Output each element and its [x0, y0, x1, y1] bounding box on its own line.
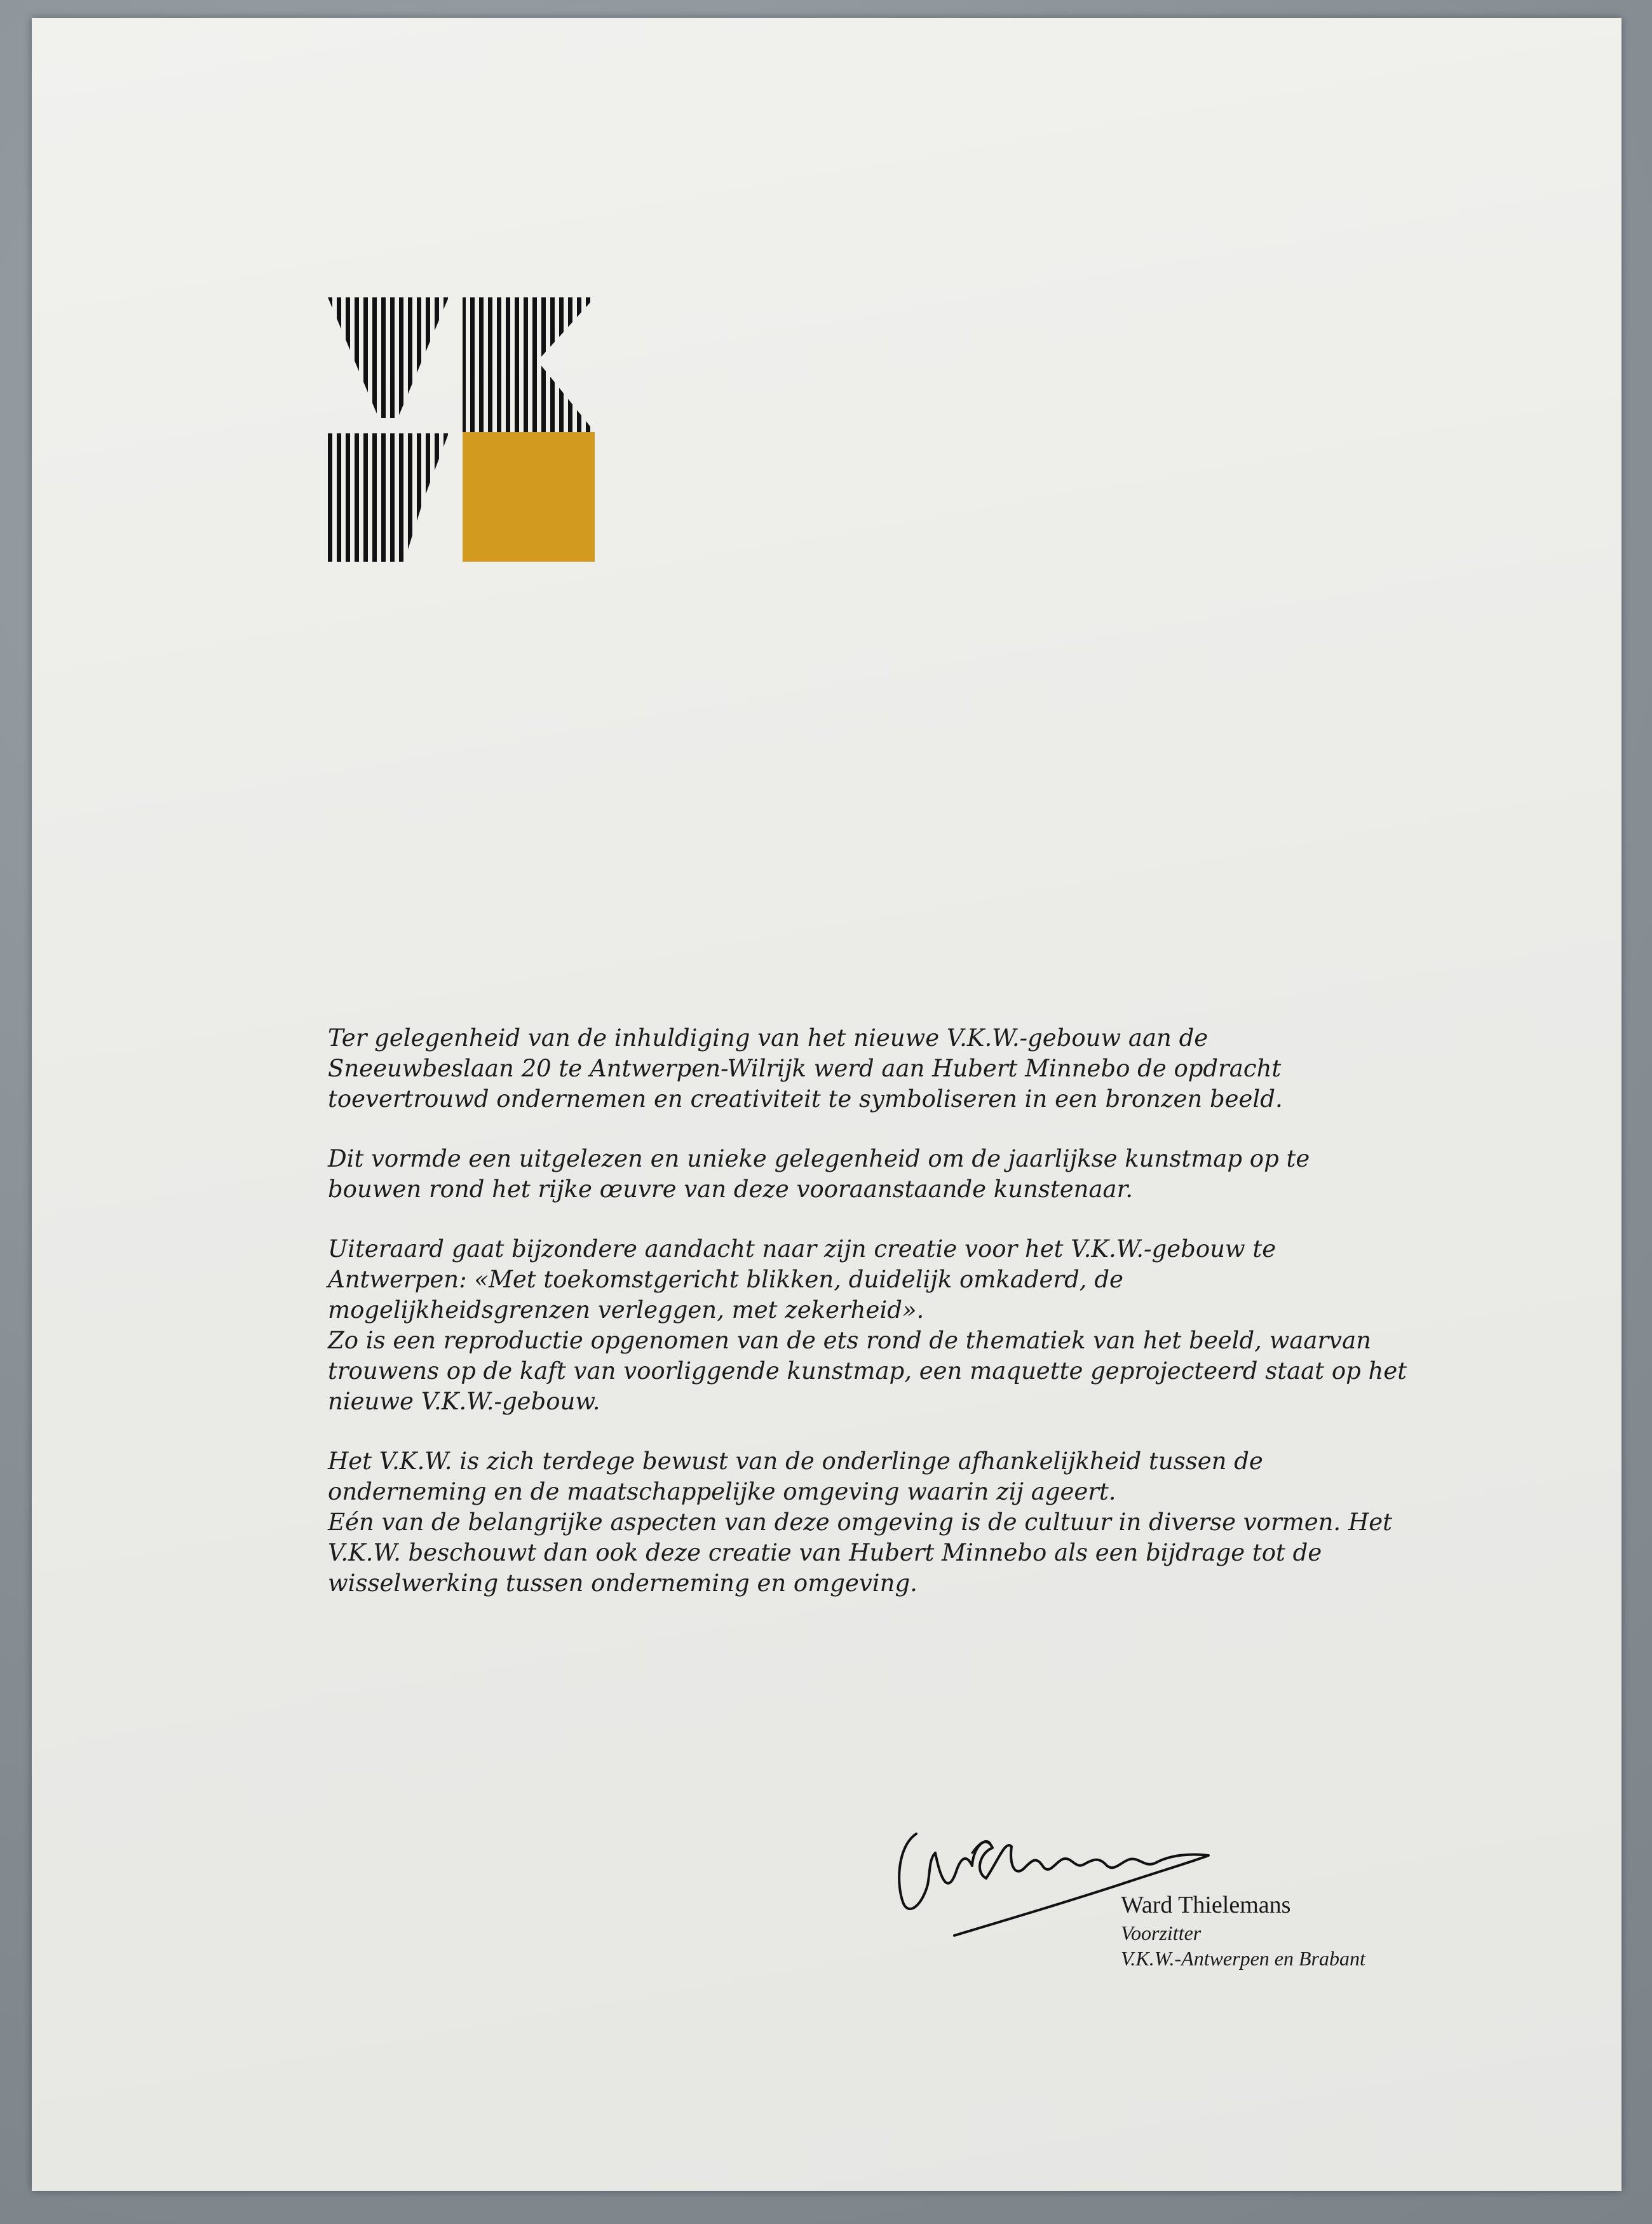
- paragraph-2: Dit vormde een uitgelezen en unieke gelegenheid om de jaarlijkse kunstmap op te bouwen rond het rijke œuvre van deze vooraanstaande kunstenaar.: [328, 1145, 1310, 1203]
- logo-k-shape: [463, 297, 595, 432]
- logo-v-top: [328, 297, 449, 418]
- signer-organization: V.K.W.-Antwerpen en Brabant: [1121, 1947, 1365, 1970]
- signer-block: [1121, 1890, 1365, 1971]
- signer-role: Voorzitter: [1121, 1922, 1202, 1944]
- vkw-logo-icon: [328, 297, 595, 562]
- paragraph-1: Ter gelegenheid van de inhuldiging van het nieuwe V.K.W.-gebouw aan de Sneeuwbeslaan 20 te Antwerpen-Wilrijk werd aan Hubert Minnebo de opdracht toevertrouwd ondernemen en creativiteit te symboliseren in een bronzen beeld.: [328, 1024, 1283, 1113]
- logo-w-shape: [328, 433, 449, 562]
- logo-square: [463, 432, 595, 562]
- letter-body: [328, 1023, 1484, 1628]
- letter-sheet: [32, 18, 1622, 2191]
- paragraph-4: Het V.K.W. is zich terdege bewust van de onderlinge afhankelijkheid tussen de onderneming en de maatschappelijke omgeving waarin zij ageert. Eén van de belangrijke aspecten van deze omgeving is de cultuur in diverse vormen. Het V.K.W. beschouwt dan ook deze creatie van Hubert Minnebo als een bijdrage tot de wisselwerking tussen onderneming en omgeving.: [328, 1448, 1392, 1597]
- signer-name: Ward Thielemans: [1121, 1892, 1291, 1918]
- paragraph-3: Uiteraard gaat bijzondere aandacht naar zijn creatie voor het V.K.W.-gebouw te Antwerpen: «Met toekomstgericht blikken, duidelijk omkaderd, de mogelijkheidsgrenzen verleggen, met zekerheid». Zo is een reproductie opgenomen van de ets rond de thematiek van het beeld, waarvan trouwens op de kaft van voorliggende kunstmap, een maquette geprojecteerd staat op het nieuwe V.K.W.-gebouw.: [328, 1235, 1407, 1415]
